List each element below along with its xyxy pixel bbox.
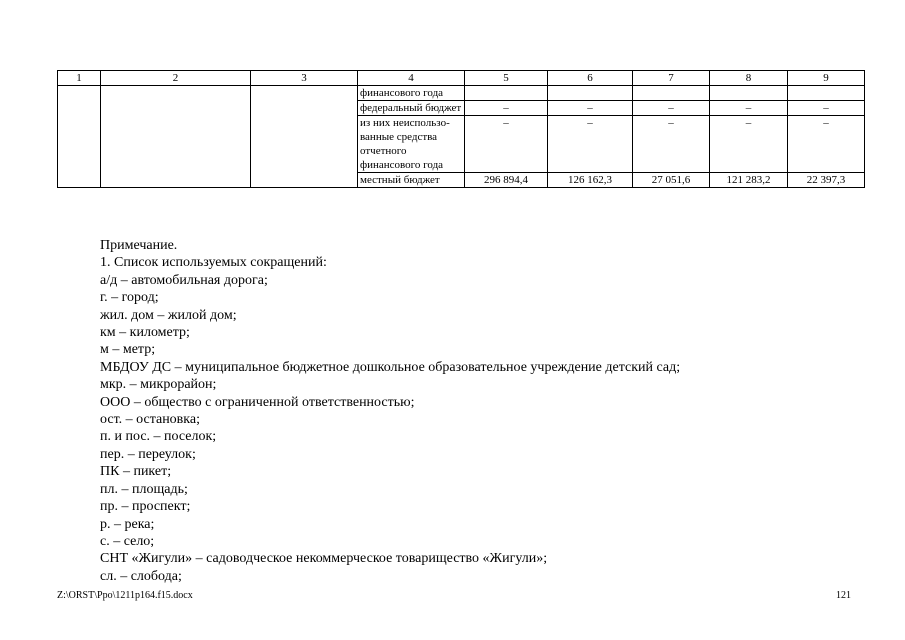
table-cell: 126 162,3 [548,173,633,188]
table-cell: – [465,116,548,173]
table-cell: 22 397,3 [788,173,865,188]
table-cell: – [710,101,788,116]
table-header-cell: 7 [633,71,710,86]
notes-line: СНТ «Жигули» – садоводческое некоммерческое товарищество «Жигули»; [100,551,548,567]
table-cell-merged [101,86,251,188]
notes-line: м – метр; [100,342,156,358]
table-cell [633,86,710,101]
footer-file-path: Z:\ORST\Ppo\1211p164.f15.docx [57,590,193,601]
table-cell: – [633,116,710,173]
notes-line: мкр. – микрорайон; [100,377,217,393]
table-header-cell: 3 [251,71,358,86]
table-header-cell: 4 [358,71,465,86]
table-cell: 27 051,6 [633,173,710,188]
table-cell: – [788,116,865,173]
notes-line: км – километр; [100,325,190,341]
notes-line: пр. – проспект; [100,499,191,515]
table-header-cell: 1 [58,71,101,86]
table-cell: 296 894,4 [465,173,548,188]
table-cell-merged [58,86,101,188]
table-cell-merged [251,86,358,188]
table-cell [710,86,788,101]
table-cell: – [548,101,633,116]
table-row-label: федеральный бюджет [358,101,465,116]
table-cell: – [710,116,788,173]
table-cell: – [633,101,710,116]
budget-table [57,70,865,188]
table-cell [465,86,548,101]
table-header-cell: 5 [465,71,548,86]
page-number: 121 [836,590,851,601]
notes-line: ООО – общество с ограниченной ответственностью; [100,394,415,410]
notes-line: жил. дом – жилой дом; [100,307,237,323]
notes-line: с. – село; [100,533,155,549]
notes-line: ост. – остановка; [100,412,200,428]
table-header-cell: 6 [548,71,633,86]
notes-line: г. – город; [100,290,159,306]
table-header-cell: 9 [788,71,865,86]
notes-line: пл. – площадь; [100,481,188,497]
table-row-label: из них неиспользо-ванные средства отчетного финансового года [358,116,465,173]
table-cell [788,86,865,101]
notes-line: р. – река; [100,516,155,532]
table-cell: 121 283,2 [710,173,788,188]
notes-line: а/д – автомобильная дорога; [100,272,268,288]
table-row-label: финансового года [358,86,465,101]
table-cell: – [788,101,865,116]
notes-line: ПК – пикет; [100,464,172,480]
notes-section [100,237,680,585]
table-row [58,86,865,101]
notes-line: пер. – переулок; [100,446,196,462]
table-row-label: местный бюджет [358,173,465,188]
table-header-cell: 2 [101,71,251,86]
table-header-row [58,71,865,86]
notes-title: Примечание. [100,238,178,253]
table-header-cell: 8 [710,71,788,86]
notes-line: п. и пос. – поселок; [100,429,217,445]
table-cell: – [465,101,548,116]
notes-line: МБДОУ ДС – муниципальное бюджетное дошкольное образовательное учреждение детский сад; [100,359,681,375]
table-cell: – [548,116,633,173]
table-cell [548,86,633,101]
notes-line: 1. Список используемых сокращений: [100,255,327,271]
notes-line: сл. – слобода; [100,568,182,584]
